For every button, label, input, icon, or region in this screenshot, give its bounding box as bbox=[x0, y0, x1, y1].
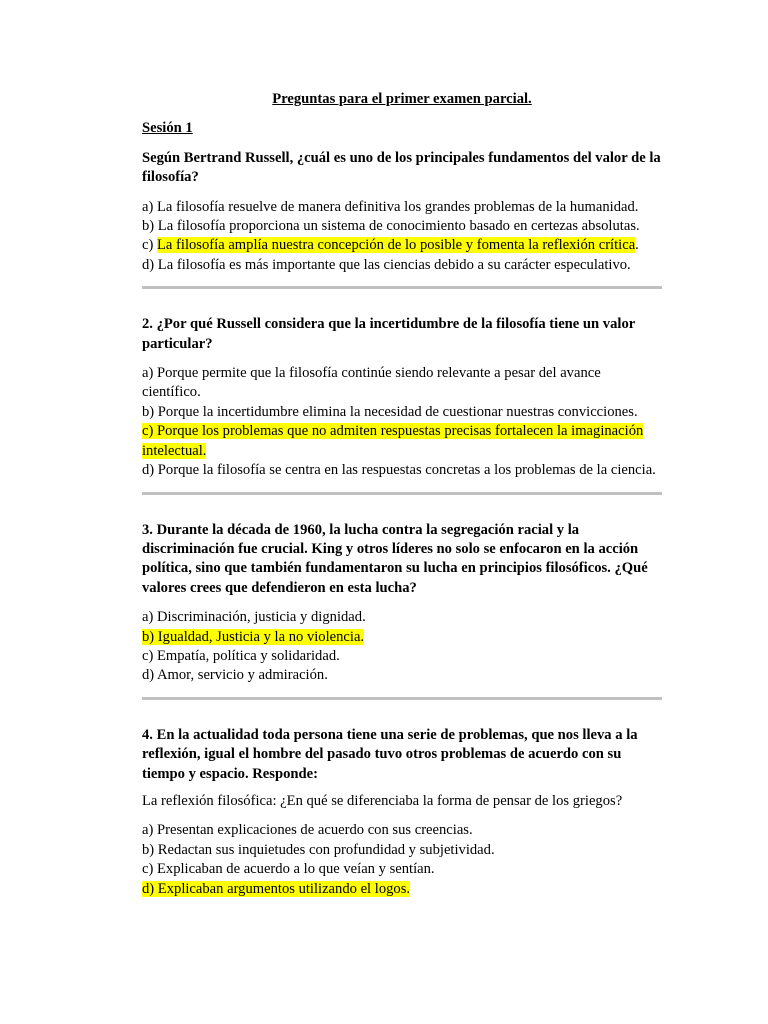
option-a: a) Porque permite que la filosofía continúe siendo relevante a pesar del avance científico. bbox=[142, 365, 601, 401]
option-d: d) Amor, servicio y admiración. bbox=[142, 667, 328, 684]
option-list bbox=[142, 198, 662, 276]
option-list bbox=[142, 364, 662, 480]
option-a: a) Presentan explicaciones de acuerdo con sus creencias. bbox=[142, 822, 473, 839]
highlighted-answer: La filosofía amplía nuestra concepción de lo posible y fomenta la reflexión crítica bbox=[157, 237, 636, 254]
section-divider bbox=[142, 697, 662, 700]
section-divider bbox=[142, 286, 662, 289]
option-b: b) La filosofía proporciona un sistema de conocimiento basado en certezas absolutas. bbox=[142, 218, 640, 235]
question-block-3 bbox=[142, 521, 662, 686]
option-d-correct bbox=[142, 880, 662, 899]
highlighted-answer: d) Explicaban argumentos utilizando el logos. bbox=[142, 880, 411, 897]
option-b-correct bbox=[142, 628, 662, 647]
option-prefix: c) bbox=[142, 237, 157, 254]
option-c-correct bbox=[142, 236, 662, 255]
option-a: a) Discriminación, justicia y dignidad. bbox=[142, 609, 366, 626]
document-page bbox=[142, 90, 662, 899]
option-a: a) La filosofía resuelve de manera definitiva los grandes problemas de la humanidad. bbox=[142, 198, 639, 215]
question-text: Según Bertrand Russell, ¿cuál es uno de los principales fundamentos del valor de la filosofía? bbox=[142, 149, 661, 186]
question-block-4 bbox=[142, 726, 662, 899]
option-list bbox=[142, 608, 662, 686]
option-c-correct bbox=[142, 422, 662, 461]
question-block-2 bbox=[142, 315, 662, 480]
question-text: 2. ¿Por qué Russell considera que la incertidumbre de la filosofía tiene un valor particular? bbox=[142, 316, 635, 352]
question-prompt: La reflexión filosófica: ¿En qué se diferenciaba la forma de pensar de los griegos? bbox=[142, 792, 623, 809]
question-block-1 bbox=[142, 149, 662, 275]
question-text: 4. En la actualidad toda persona tiene una serie de problemas, que nos lleva a la reflexión, igual el hombre del pasado tuvo otros problemas de acuerdo con su tiempo y espacio. Responde: bbox=[142, 726, 638, 782]
document-title: Preguntas para el primer examen parcial. bbox=[272, 91, 532, 107]
option-c: c) Empatía, política y solidaridad. bbox=[142, 647, 340, 664]
question-text: 3. Durante la década de 1960, la lucha contra la segregación racial y la discriminación fue crucial. King y otros líderes no solo se enfocaron en la acción política, sino que también fundamentaron su lucha en principios filosóficos. ¿Qué valores crees que defendieron en esta lucha? bbox=[142, 521, 648, 596]
option-suffix: . bbox=[635, 237, 639, 254]
option-b: b) Redactan sus inquietudes con profundidad y subjetividad. bbox=[142, 841, 495, 858]
option-d: d) Porque la filosofía se centra en las respuestas concretas a los problemas de la ciencia. bbox=[142, 462, 656, 479]
option-d: d) La filosofía es más importante que las ciencias debido a su carácter especulativo. bbox=[142, 256, 631, 273]
option-c: c) Explicaban de acuerdo a lo que veían y sentían. bbox=[142, 861, 435, 878]
section-divider bbox=[142, 492, 662, 495]
session-heading: Sesión 1 bbox=[142, 120, 193, 137]
option-list bbox=[142, 821, 662, 899]
option-b: b) Porque la incertidumbre elimina la necesidad de cuestionar nuestras convicciones. bbox=[142, 403, 638, 420]
highlighted-answer: c) Porque los problemas que no admiten respuestas precisas fortalecen la imaginación intelectual. bbox=[142, 423, 644, 459]
highlighted-answer: b) Igualdad, Justicia y la no violencia. bbox=[142, 628, 365, 645]
